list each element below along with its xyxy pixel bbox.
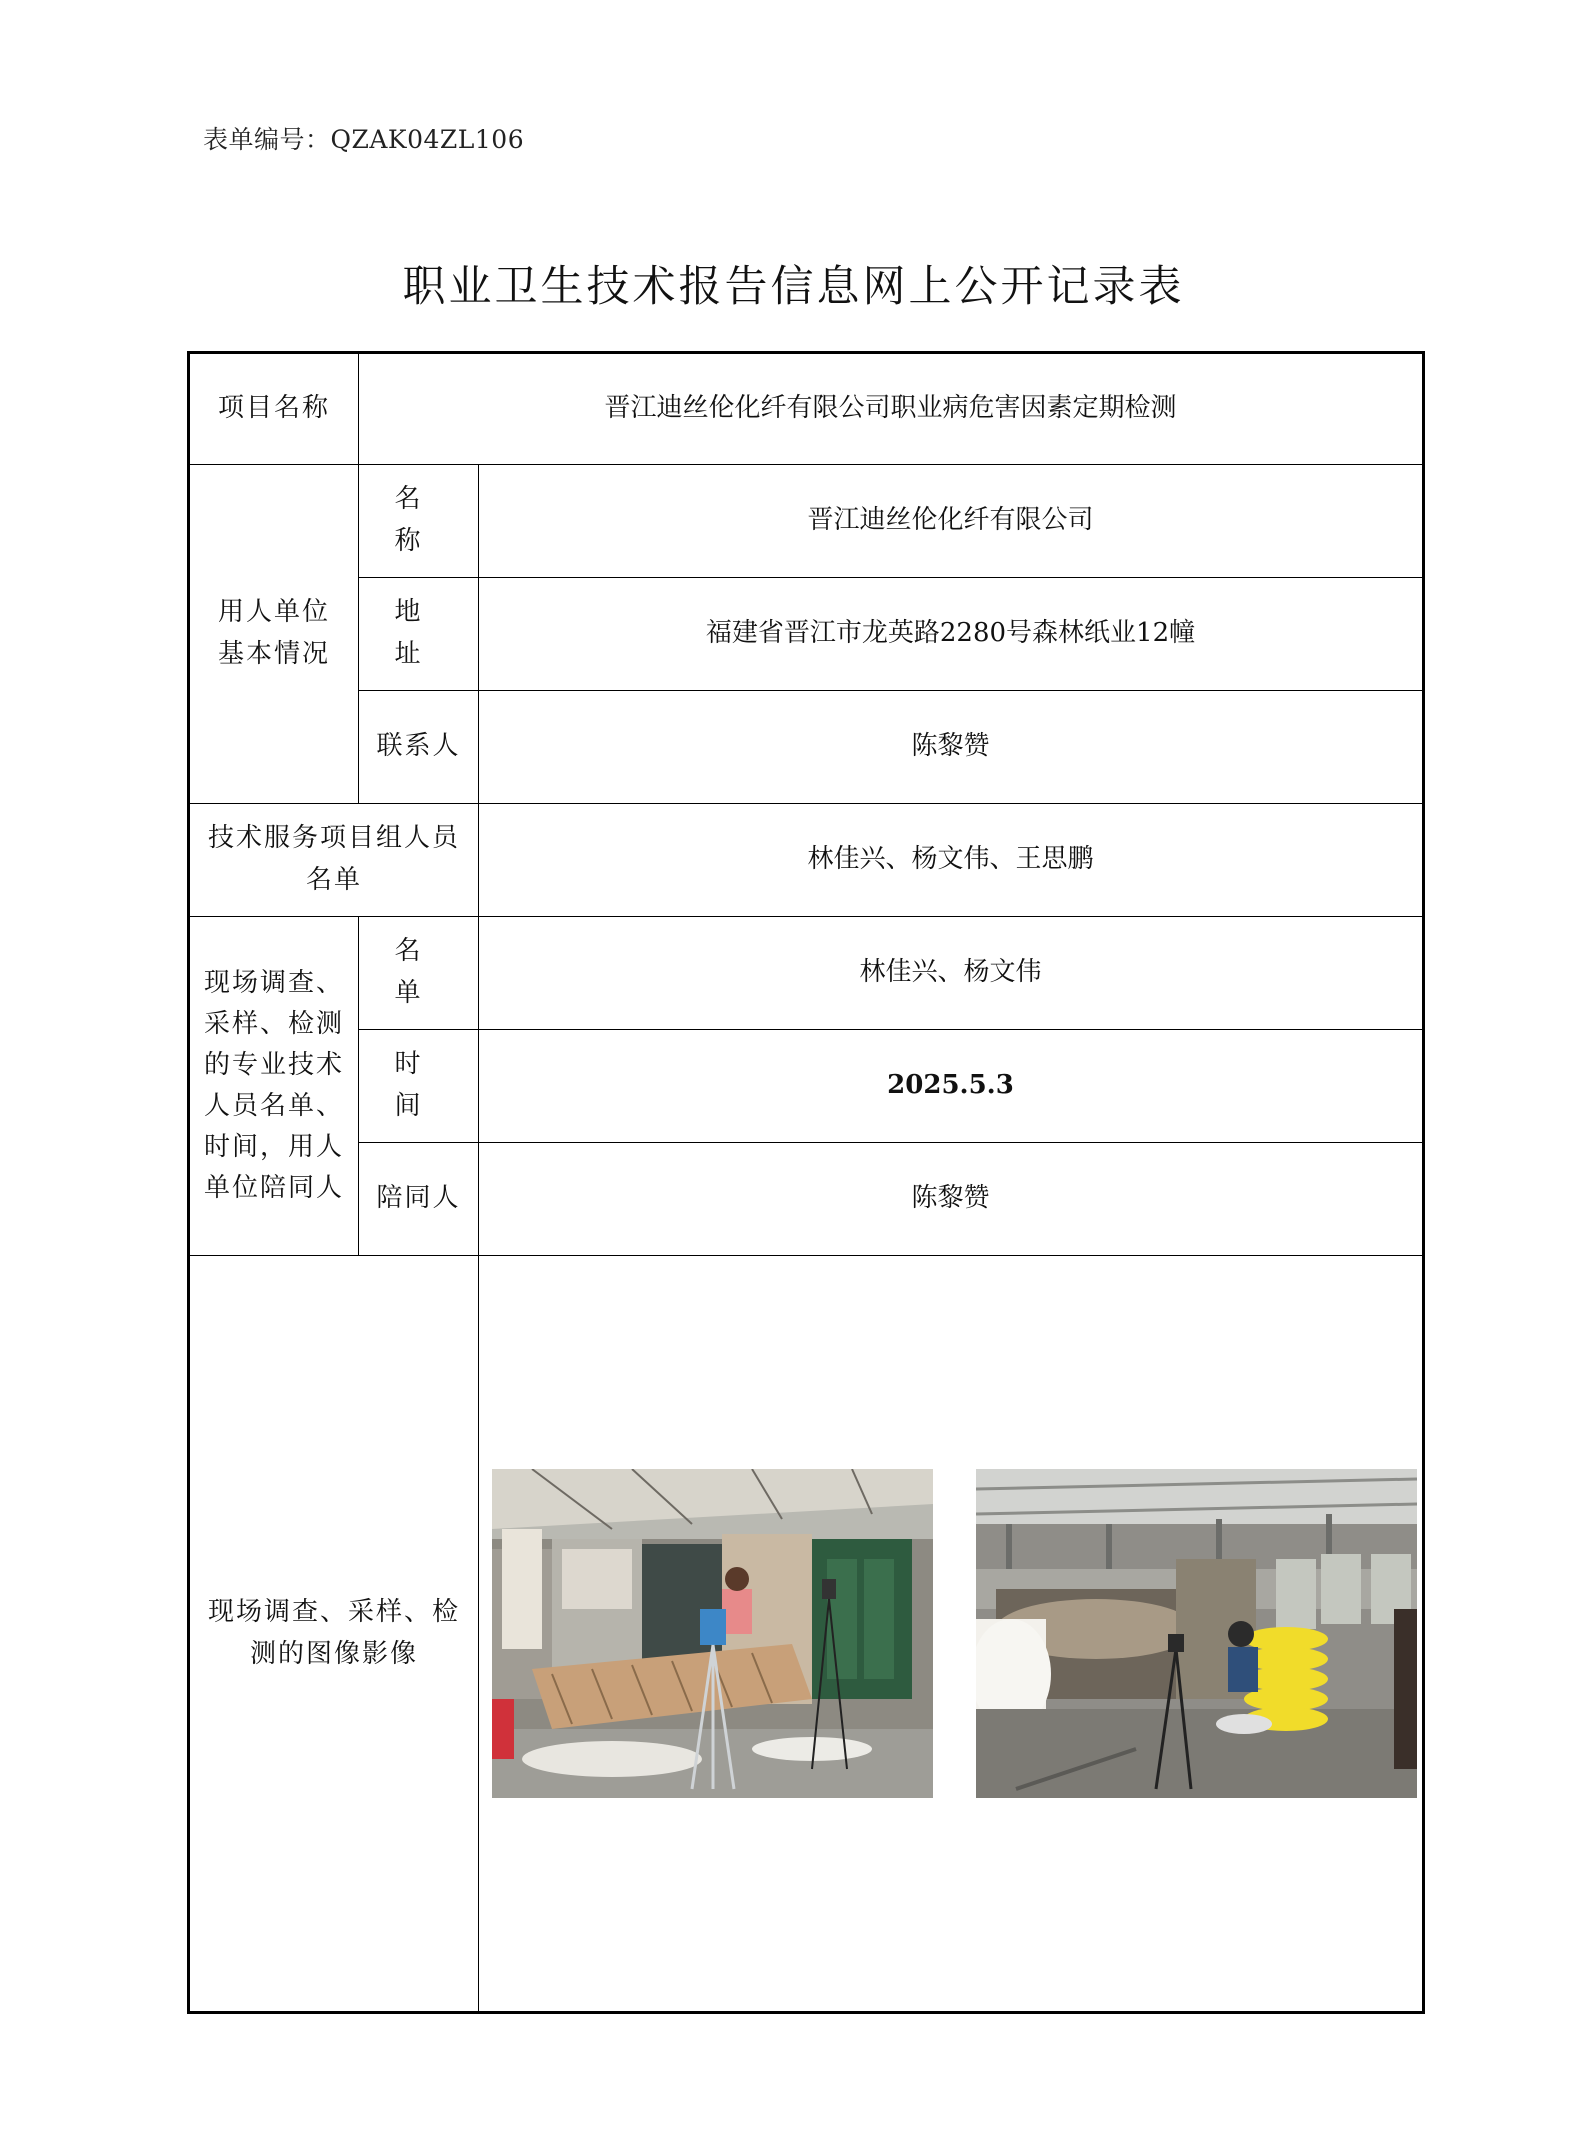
photo-row bbox=[479, 1469, 1422, 1798]
onsite-names-label: 名 单 bbox=[359, 917, 479, 1030]
images-cell bbox=[479, 1256, 1424, 2013]
project-name-value: 晋江迪丝伦化纤有限公司职业病危害因素定期检测 bbox=[359, 353, 1424, 465]
team-value: 林佳兴、杨文伟、王思鹏 bbox=[479, 804, 1424, 917]
record-table bbox=[187, 351, 1425, 2014]
table-row bbox=[189, 353, 1424, 465]
onsite-time-label: 时 间 bbox=[359, 1030, 479, 1143]
site-photo-2 bbox=[976, 1469, 1417, 1798]
employer-section-label bbox=[189, 465, 359, 804]
employer-contact-label: 联系人 bbox=[359, 691, 479, 804]
table-row bbox=[189, 1030, 1424, 1143]
onsite-escort-value: 陈黎赞 bbox=[479, 1143, 1424, 1256]
team-label: 技术服务项目组人员名单 bbox=[189, 804, 479, 917]
onsite-section-label: 现场调查、采样、检测的专业技术人员名单、时间，用人单位陪同人 bbox=[189, 917, 359, 1256]
table-row bbox=[189, 578, 1424, 691]
table-row bbox=[189, 804, 1424, 917]
table-row bbox=[189, 1143, 1424, 1256]
project-name-label: 项目名称 bbox=[189, 353, 359, 465]
employer-section-line1: 用人单位 bbox=[217, 597, 330, 628]
employer-section-line2: 基本情况 bbox=[217, 639, 330, 669]
employer-name-label: 名 称 bbox=[359, 465, 479, 578]
table-row bbox=[189, 917, 1424, 1030]
document-title: 职业卫生技术报告信息网上公开记录表 bbox=[402, 262, 1185, 312]
employer-address-value: 福建省晋江市龙英路2280号森林纸业12幢 bbox=[479, 578, 1424, 691]
employer-name-value: 晋江迪丝伦化纤有限公司 bbox=[479, 465, 1424, 578]
site-photo-1 bbox=[492, 1469, 933, 1798]
form-number: 表单编号：QZAK04ZL106 bbox=[203, 125, 525, 154]
table-row bbox=[189, 465, 1424, 578]
images-label: 现场调查、采样、检测的图像影像 bbox=[189, 1256, 479, 2013]
employer-address-label: 地 址 bbox=[359, 578, 479, 691]
onsite-time-value: 2025.5.3 bbox=[479, 1030, 1424, 1143]
table-row bbox=[189, 1256, 1424, 2013]
onsite-escort-label: 陪同人 bbox=[359, 1143, 479, 1256]
onsite-names-value: 林佳兴、杨文伟 bbox=[479, 917, 1424, 1030]
table-row bbox=[189, 691, 1424, 804]
employer-contact-value: 陈黎赞 bbox=[479, 691, 1424, 804]
